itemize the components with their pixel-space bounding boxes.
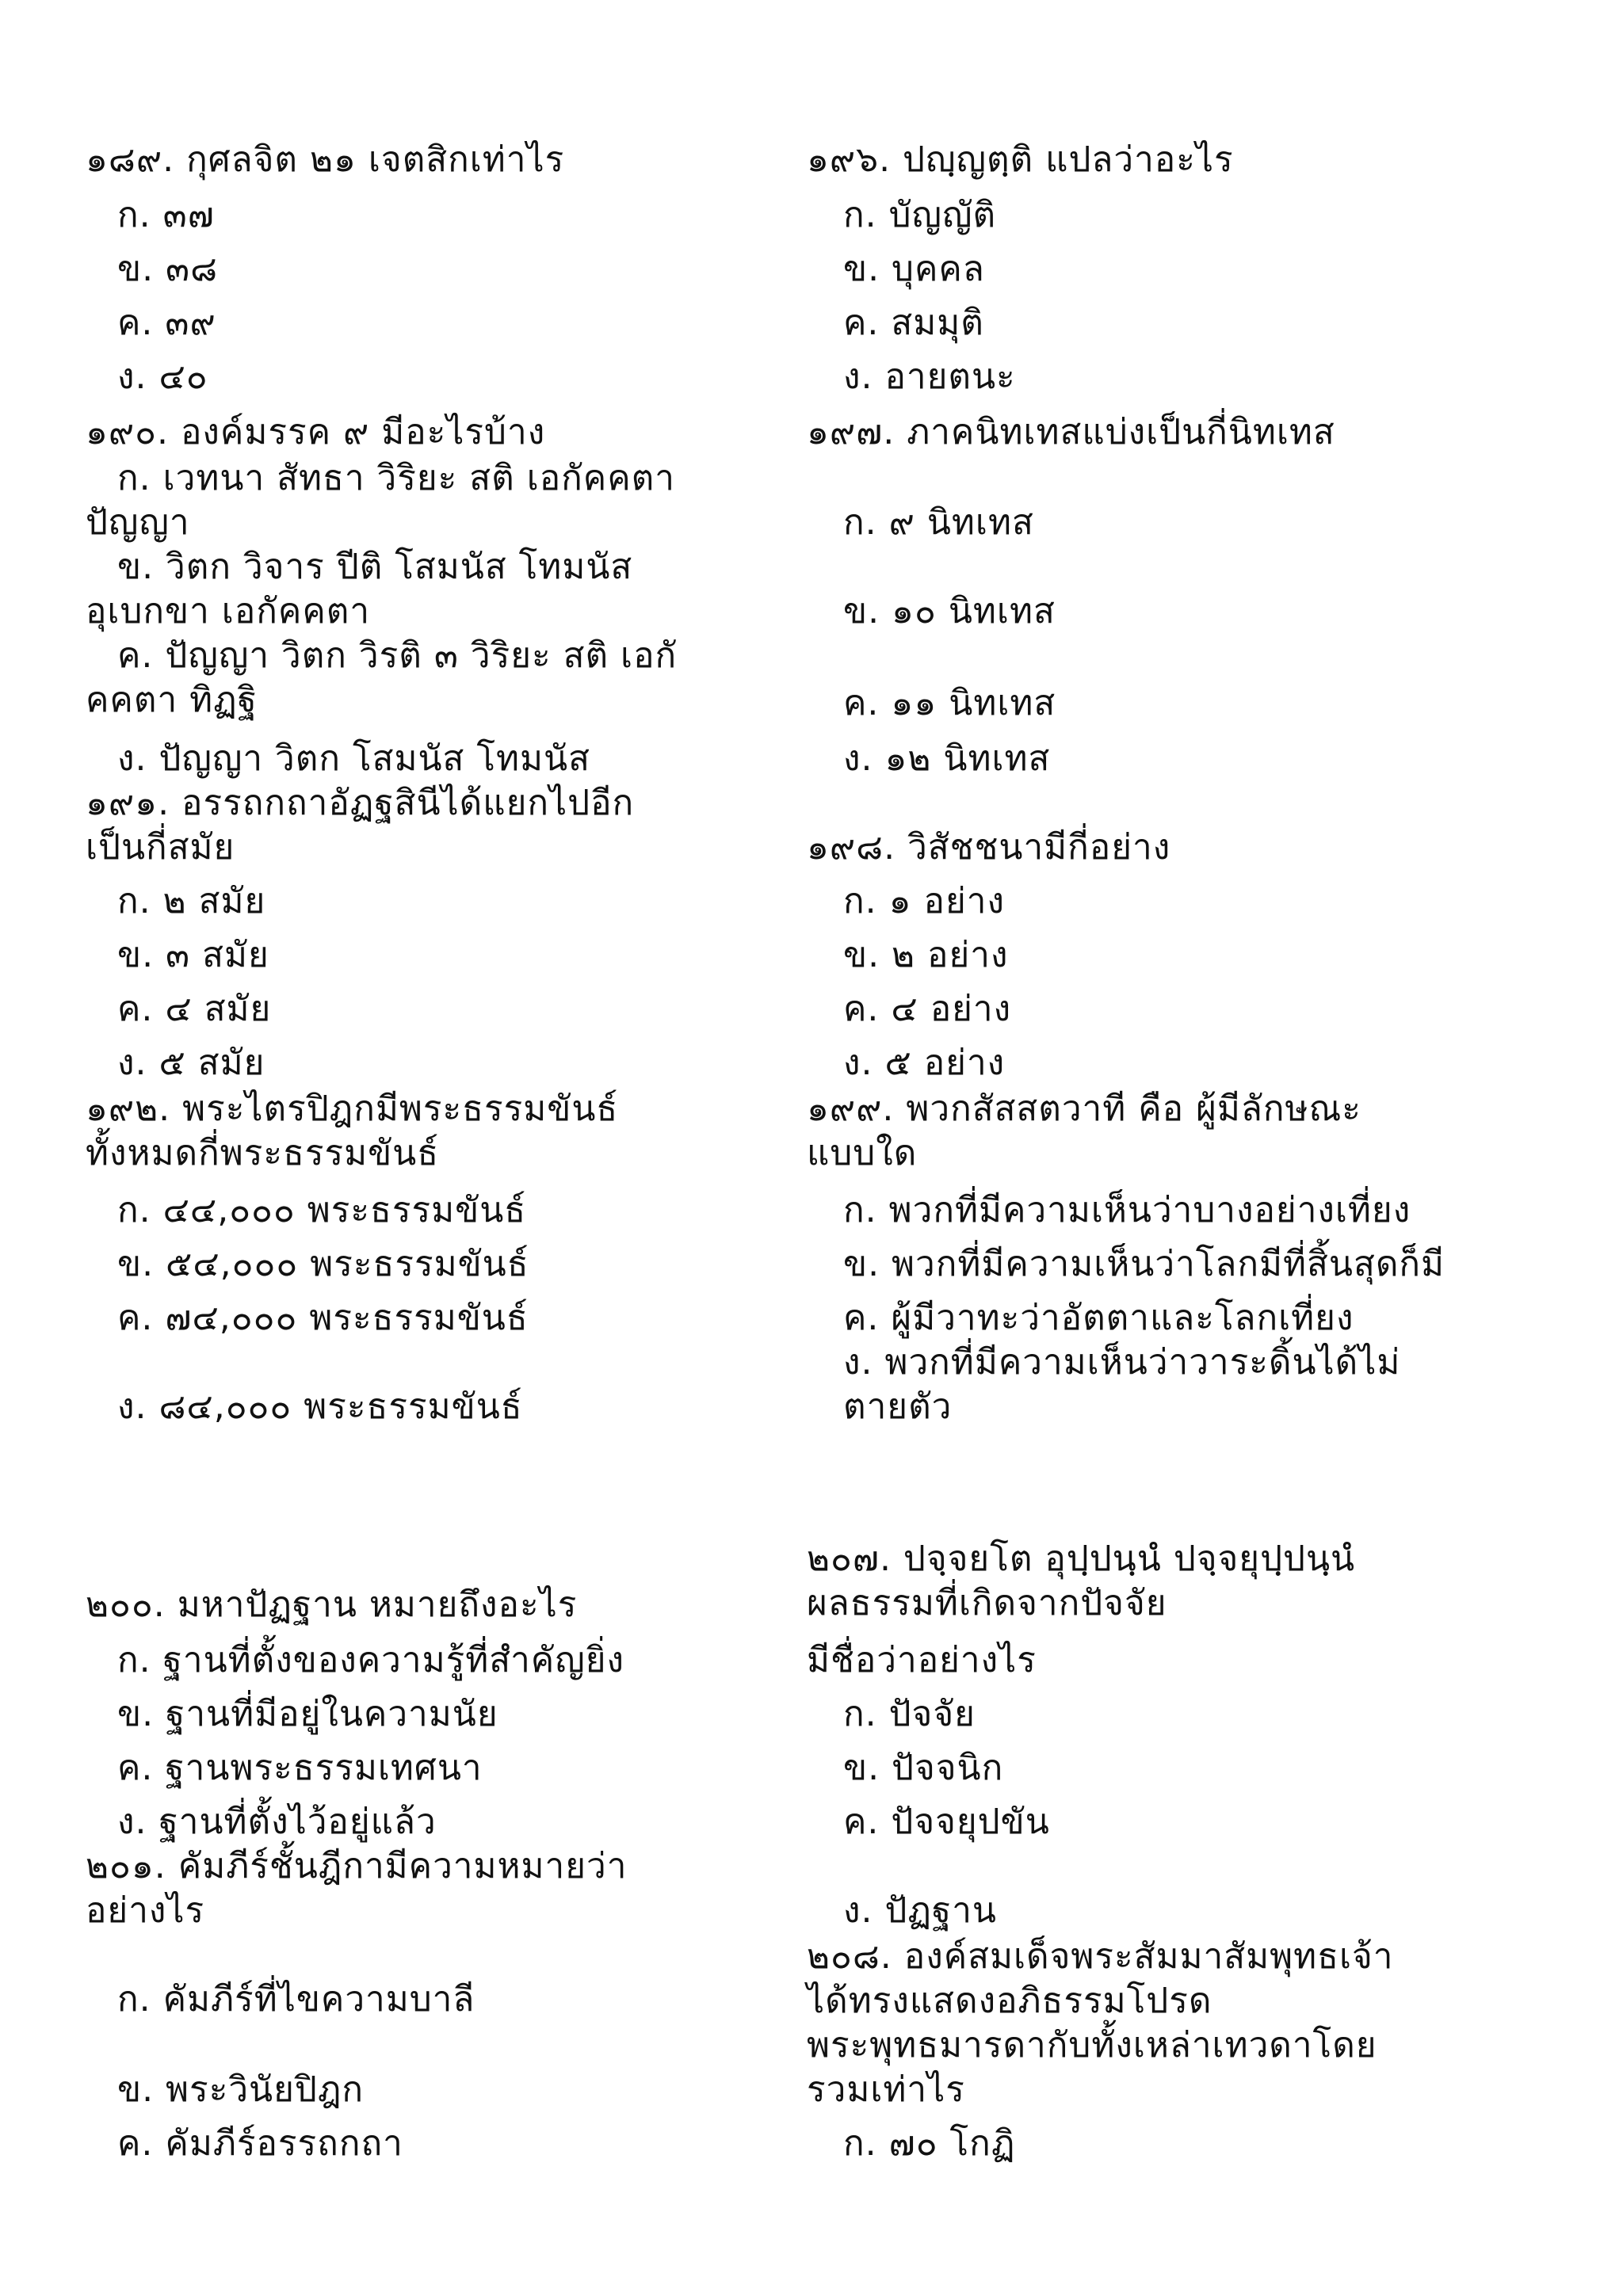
- question-199-option-d: ง. พวกที่มีความเห็นว่าวาระดิ้นได้ไม่: [843, 1342, 1401, 1383]
- question-207-title-cont: ผลธรรมที่เกิดจากปัจจัย: [807, 1583, 1167, 1623]
- question-196-title: ๑๙๖. ปญฺญตฺติ แปลว่าอะไร: [807, 139, 1234, 180]
- question-199-title: ๑๙๙. พวกสัสสตวาที คือ ผู้มีลักษณะ: [807, 1089, 1361, 1129]
- question-196-option-d: ง. อายตนะ: [843, 357, 1016, 397]
- question-200-title: ๒๐๐. มหาปัฏฐาน หมายถึงอะไร: [86, 1585, 578, 1625]
- question-208-title-cont: ได้ทรงแสดงอภิธรรมโปรด: [807, 1981, 1212, 2021]
- question-198-option-c: ค. ๔ อย่าง: [843, 989, 1012, 1029]
- question-199-option-d-cont: ตายตัว: [843, 1386, 953, 1427]
- question-207-option-d: ง. ปัฏฐาน: [843, 1890, 997, 1931]
- question-201-option-a: ก. คัมภีร์ที่ไขความบาลี: [117, 1979, 475, 2019]
- question-189-option-c: ค. ๓๙: [117, 303, 216, 343]
- question-199-option-a: ก. พวกที่มีความเห็นว่าบางอย่างเที่ยง: [843, 1190, 1411, 1230]
- question-198-option-b: ข. ๒ อย่าง: [843, 935, 1009, 975]
- question-190-option-d: ง. ปัญญา วิตก โสมนัส โทมนัส: [117, 738, 590, 779]
- question-197-option-a: ก. ๙ นิทเทส: [843, 502, 1034, 543]
- question-190-option-b-cont: อุเบกขา เอกัคคตา: [86, 591, 371, 631]
- question-208-title-cont2: พระพุทธมารดากับทั้งเหล่าเทวดาโดย: [807, 2025, 1377, 2065]
- question-191-title-cont: เป็นกี่สมัย: [86, 827, 235, 868]
- question-208-title-cont3: รวมเท่าไร: [807, 2069, 965, 2110]
- question-197-option-c: ค. ๑๑ นิทเทส: [843, 683, 1056, 723]
- question-191-option-c: ค. ๔ สมัย: [117, 989, 272, 1029]
- question-207-title-cont2: มีชื่อว่าอย่างไร: [807, 1640, 1037, 1680]
- question-189-option-d: ง. ๔๐: [117, 357, 208, 397]
- question-189-title: ๑๘๙. กุศลจิต ๒๑ เจตสิกเท่าไร: [86, 139, 565, 180]
- question-196-option-b: ข. บุคคล: [843, 249, 985, 289]
- question-196-option-c: ค. สมมุติ: [843, 303, 984, 343]
- question-191-option-d: ง. ๕ สมัย: [117, 1043, 265, 1083]
- question-207-option-a: ก. ปัจจัย: [843, 1694, 976, 1734]
- question-200-option-d: ง. ฐานที่ตั้งไว้อยู่แล้ว: [117, 1802, 437, 1842]
- question-201-option-c: ค. คัมภีร์อรรถกถา: [117, 2123, 403, 2164]
- question-198-option-a: ก. ๑ อย่าง: [843, 881, 1005, 921]
- question-197-option-d: ง. ๑๒ นิทเทส: [843, 738, 1051, 779]
- question-200-option-a: ก. ฐานที่ตั้งของความรู้ที่สำคัญยิ่ง: [117, 1640, 624, 1680]
- question-191-option-a: ก. ๒ สมัย: [117, 881, 266, 921]
- question-190-option-a: ก. เวทนา สัทธา วิริยะ สติ เอกัคคตา: [117, 458, 675, 498]
- question-192-option-b: ข. ๕๔,๐๐๐ พระธรรมขันธ์: [117, 1244, 529, 1284]
- question-198-option-d: ง. ๕ อย่าง: [843, 1043, 1006, 1083]
- question-201-option-b: ข. พระวินัยปิฎก: [117, 2069, 364, 2110]
- question-200-option-b: ข. ฐานที่มีอยู่ในความนัย: [117, 1694, 498, 1734]
- question-190-title: ๑๙๐. องค์มรรค ๙ มีอะไรบ้าง: [86, 412, 546, 452]
- question-207-option-c: ค. ปัจจยุปขัน: [843, 1802, 1050, 1842]
- question-192-option-d: ง. ๘๔,๐๐๐ พระธรรมขันธ์: [117, 1386, 523, 1427]
- question-191-option-b: ข. ๓ สมัย: [117, 935, 269, 975]
- question-190-option-b: ข. วิตก วิจาร ปีติ โสมนัส โทมนัส: [117, 547, 633, 587]
- question-208-title: ๒๐๘. องค์สมเด็จพระสัมมาสัมพุทธเจ้า: [807, 1936, 1394, 1977]
- question-190-option-a-cont: ปัญญา: [86, 502, 190, 543]
- question-201-title-cont: อย่างไร: [86, 1890, 205, 1931]
- question-199-option-c: ค. ผู้มีวาทะว่าอัตตาและโลกเที่ยง: [843, 1298, 1354, 1338]
- question-190-option-c: ค. ปัญญา วิตก วิรติ ๓ วิริยะ สติ เอกั: [117, 635, 678, 676]
- question-207-title: ๒๐๗. ปจฺจยโต อุปฺปนฺนํ ปจฺจยุปฺปนฺนํ: [807, 1539, 1356, 1579]
- question-199-option-b: ข. พวกที่มีความเห็นว่าโลกมีที่สิ้นสุดก็มี: [843, 1244, 1445, 1284]
- question-196-option-a: ก. บัญญัติ: [843, 195, 997, 235]
- question-197-title: ๑๙๗. ภาคนิทเทสแบ่งเป็นกี่นิทเทส: [807, 412, 1335, 452]
- question-192-option-c: ค. ๗๔,๐๐๐ พระธรรมขันธ์: [117, 1298, 529, 1338]
- question-198-title: ๑๙๘. วิสัชชนามีกี่อย่าง: [807, 827, 1171, 868]
- question-200-option-c: ค. ฐานพระธรรมเทศนา: [117, 1748, 483, 1788]
- question-191-title: ๑๙๑. อรรถกถาอัฏฐสินีได้แยกไปอีก: [86, 783, 635, 823]
- question-189-option-b: ข. ๓๘: [117, 249, 219, 289]
- question-197-option-b: ข. ๑๐ นิทเทส: [843, 591, 1056, 631]
- question-207-option-b: ข. ปัจจนิก: [843, 1748, 1004, 1788]
- question-192-option-a: ก. ๔๔,๐๐๐ พระธรรมขันธ์: [117, 1190, 527, 1230]
- question-201-title: ๒๐๑. คัมภีร์ชั้นฎีกามีความหมายว่า: [86, 1846, 628, 1886]
- question-189-option-a: ก. ๓๗: [117, 195, 215, 235]
- question-199-title-cont: แบบใด: [807, 1133, 918, 1173]
- question-190-option-c-cont: คคตา ทิฏฐิ: [86, 680, 258, 720]
- question-192-title-cont: ทั้งหมดกี่พระธรรมขันธ์: [86, 1133, 440, 1173]
- question-208-option-a: ก. ๗๐ โกฏิ: [843, 2123, 1016, 2164]
- question-192-title: ๑๙๒. พระไตรปิฎกมีพระธรรมขันธ์: [86, 1089, 619, 1129]
